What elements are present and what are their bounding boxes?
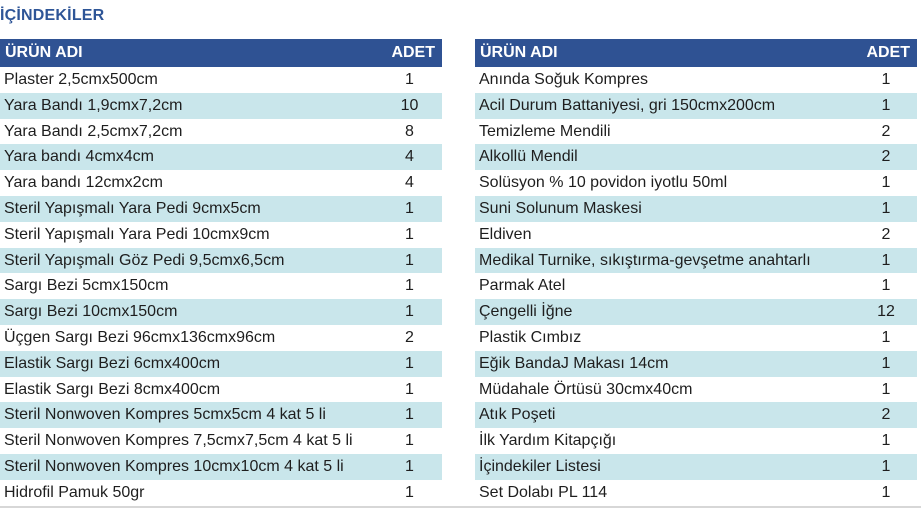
table-row — [475, 325, 917, 351]
table-row — [0, 480, 442, 506]
product-name-cell: Medikal Turnike, sıkıştırma-gevşetme anahtarlı — [475, 248, 855, 274]
product-name-cell: Acil Durum Battaniyesi, gri 150cmx200cm — [475, 93, 855, 119]
product-name-cell: Yara Bandı 2,5cmx7,2cm — [0, 119, 377, 145]
table-row — [475, 273, 917, 299]
quantity-cell: 1 — [855, 93, 917, 119]
contents-table-right — [475, 39, 917, 506]
quantity-cell: 1 — [855, 248, 917, 274]
product-name-cell: Parmak Atel — [475, 273, 855, 299]
table-row — [0, 170, 442, 196]
product-name-cell: Atık Poşeti — [475, 402, 855, 428]
quantity-cell: 2 — [855, 222, 917, 248]
product-name-cell: Set Dolabı PL 114 — [475, 480, 855, 506]
quantity-cell: 1 — [377, 377, 442, 403]
table-row — [475, 222, 917, 248]
product-name-cell: Anında Soğuk Kompres — [475, 67, 855, 93]
quantity-cell: 1 — [377, 402, 442, 428]
column-header-quantity: ADET — [377, 39, 442, 67]
table-row — [0, 428, 442, 454]
product-name-cell: Yara bandı 12cmx2cm — [0, 170, 377, 196]
table-row — [475, 299, 917, 325]
product-name-cell: Steril Nonwoven Kompres 7,5cmx7,5cm 4 kat 5 li — [0, 428, 377, 454]
quantity-cell: 1 — [377, 454, 442, 480]
table-row — [0, 402, 442, 428]
table-row — [475, 248, 917, 274]
quantity-cell: 1 — [855, 325, 917, 351]
table-row — [475, 119, 917, 145]
product-name-cell: Temizleme Mendili — [475, 119, 855, 145]
quantity-cell: 12 — [855, 299, 917, 325]
product-name-cell: Yara bandı 4cmx4cm — [0, 144, 377, 170]
product-name-cell: Eğik BandaJ Makası 14cm — [475, 351, 855, 377]
product-name-cell: Steril Yapışmalı Göz Pedi 9,5cmx6,5cm — [0, 248, 377, 274]
quantity-cell: 2 — [855, 144, 917, 170]
product-name-cell: Üçgen Sargı Bezi 96cmx136cmx96cm — [0, 325, 377, 351]
quantity-cell: 1 — [377, 480, 442, 506]
product-name-cell: Sargı Bezi 5cmx150cm — [0, 273, 377, 299]
table-row — [0, 119, 442, 145]
quantity-cell: 1 — [377, 428, 442, 454]
quantity-cell: 1 — [855, 454, 917, 480]
table-row — [0, 93, 442, 119]
quantity-cell: 2 — [855, 119, 917, 145]
product-name-cell: Çengelli İğne — [475, 299, 855, 325]
column-header-quantity: ADET — [855, 39, 917, 67]
page-title: İÇİNDEKİLER — [0, 7, 105, 24]
table-row — [0, 351, 442, 377]
quantity-cell: 1 — [855, 196, 917, 222]
table-row — [475, 480, 917, 506]
quantity-cell: 1 — [377, 222, 442, 248]
quantity-cell: 8 — [377, 119, 442, 145]
table-row — [475, 351, 917, 377]
quantity-cell: 1 — [377, 299, 442, 325]
quantity-cell: 1 — [377, 196, 442, 222]
quantity-cell: 4 — [377, 170, 442, 196]
column-header-product-name: ÜRÜN ADI — [475, 39, 855, 67]
table-row — [0, 144, 442, 170]
table-header-row — [0, 39, 442, 67]
quantity-cell: 1 — [855, 480, 917, 506]
table-row — [475, 454, 917, 480]
table-row — [475, 377, 917, 403]
table-row — [475, 428, 917, 454]
product-name-cell: Solüsyon % 10 povidon iyotlu 50ml — [475, 170, 855, 196]
quantity-cell: 2 — [855, 402, 917, 428]
quantity-cell: 1 — [855, 428, 917, 454]
table-row — [475, 402, 917, 428]
table-row — [475, 93, 917, 119]
product-name-cell: Alkollü Mendil — [475, 144, 855, 170]
product-name-cell: Steril Nonwoven Kompres 5cmx5cm 4 kat 5 li — [0, 402, 377, 428]
quantity-cell: 1 — [377, 351, 442, 377]
quantity-cell: 1 — [855, 351, 917, 377]
product-name-cell: Hidrofil Pamuk 50gr — [0, 480, 377, 506]
product-name-cell: Plaster 2,5cmx500cm — [0, 67, 377, 93]
product-name-cell: Elastik Sargı Bezi 8cmx400cm — [0, 377, 377, 403]
table-row — [475, 170, 917, 196]
table-row — [0, 325, 442, 351]
table-row — [0, 67, 442, 93]
product-name-cell: Suni Solunum Maskesi — [475, 196, 855, 222]
product-name-cell: Elastik Sargı Bezi 6cmx400cm — [0, 351, 377, 377]
contents-table-left — [0, 39, 442, 506]
table-row — [475, 144, 917, 170]
product-name-cell: Steril Nonwoven Kompres 10cmx10cm 4 kat 5 li — [0, 454, 377, 480]
quantity-cell: 1 — [377, 248, 442, 274]
product-name-cell: Eldiven — [475, 222, 855, 248]
quantity-cell: 4 — [377, 144, 442, 170]
product-name-cell: Steril Yapışmalı Yara Pedi 9cmx5cm — [0, 196, 377, 222]
product-name-cell: Yara Bandı 1,9cmx7,2cm — [0, 93, 377, 119]
quantity-cell: 10 — [377, 93, 442, 119]
quantity-cell: 1 — [855, 377, 917, 403]
quantity-cell: 1 — [855, 67, 917, 93]
table-header-row — [475, 39, 917, 67]
product-name-cell: Plastik Cımbız — [475, 325, 855, 351]
table-row — [475, 196, 917, 222]
table-row — [0, 273, 442, 299]
column-header-product-name: ÜRÜN ADI — [0, 39, 377, 67]
product-name-cell: Sargı Bezi 10cmx150cm — [0, 299, 377, 325]
table-row — [0, 377, 442, 403]
product-name-cell: İçindekiler Listesi — [475, 454, 855, 480]
quantity-cell: 1 — [377, 273, 442, 299]
quantity-cell: 1 — [855, 273, 917, 299]
product-name-cell: İlk Yardım Kitapçığı — [475, 428, 855, 454]
quantity-cell: 1 — [855, 170, 917, 196]
product-name-cell: Müdahale Örtüsü 30cmx40cm — [475, 377, 855, 403]
table-row — [475, 67, 917, 93]
table-row — [0, 196, 442, 222]
table-row — [0, 454, 442, 480]
table-row — [0, 248, 442, 274]
table-row — [0, 222, 442, 248]
product-name-cell: Steril Yapışmalı Yara Pedi 10cmx9cm — [0, 222, 377, 248]
table-row — [0, 299, 442, 325]
quantity-cell: 1 — [377, 67, 442, 93]
quantity-cell: 2 — [377, 325, 442, 351]
